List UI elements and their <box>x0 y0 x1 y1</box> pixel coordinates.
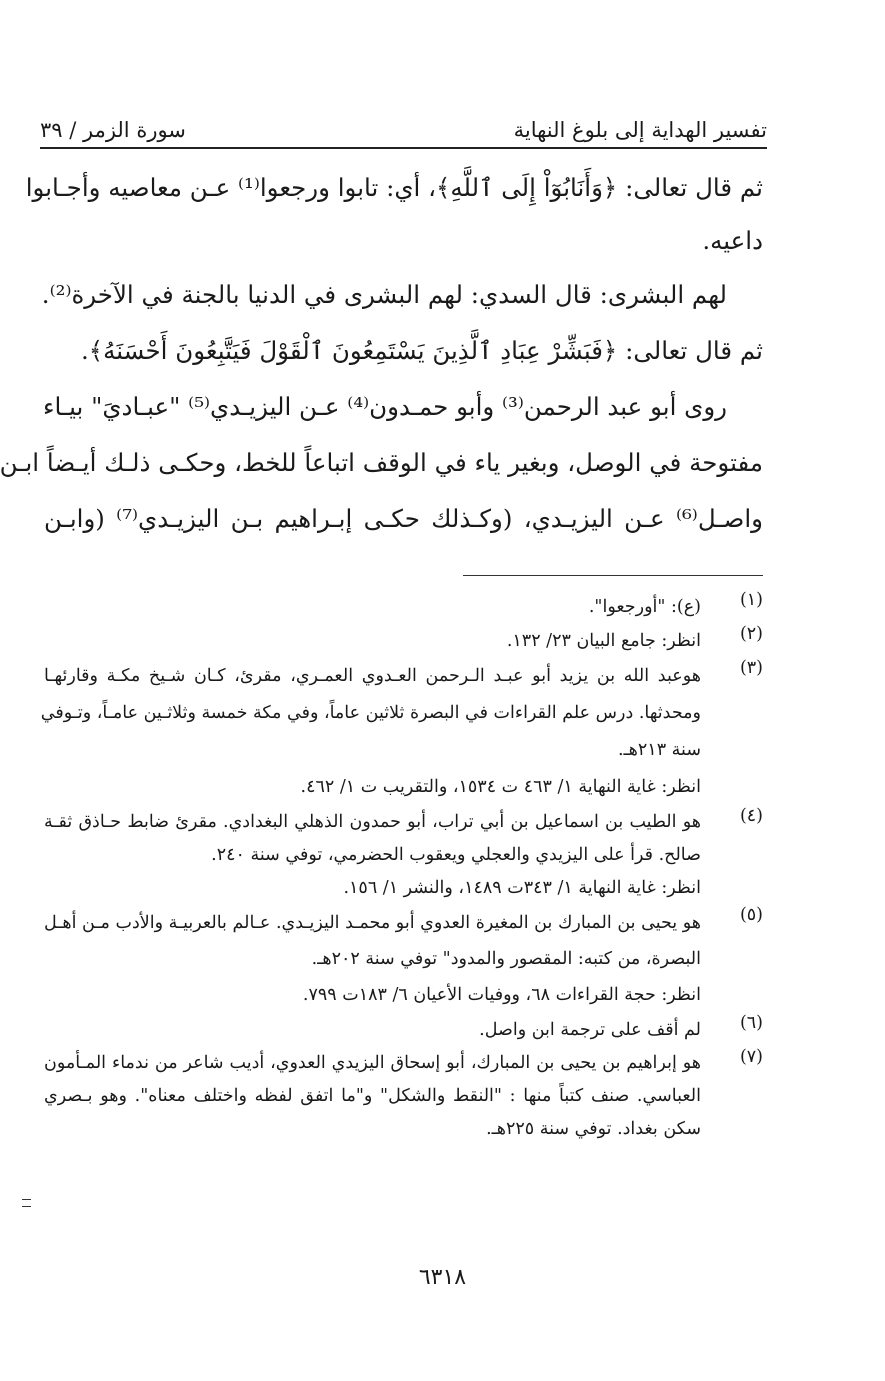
footnote-line: هوعبد الله بن يزيد أبو عبـد الـرحمن العـدوي العمـري، مقرئ، كـان شـيخ مكـة وقارئهـا <box>44 666 701 686</box>
footnote-line: صالح. قرأ على اليزيدي والعجلي ويعقوب الحضرمي، توفي سنة ٢٤٠. <box>211 845 701 865</box>
footnotes <box>40 590 763 1146</box>
footnote-number: (٧) <box>739 1047 763 1067</box>
footnote-5 <box>44 905 763 1013</box>
page-number: ٦٣١٨ <box>418 1265 467 1290</box>
footnote-line: سنة ٢١٣هـ. <box>617 740 701 760</box>
footnote-reference: انظر: غاية النهاية ١/ ٤٦٣ ت ١٥٣٤، والتقريب ت ١/ ٤٦٢. <box>300 777 701 797</box>
book-title: تفسير الهداية إلى بلوغ النهاية <box>513 118 767 142</box>
footnote-4 <box>44 806 763 905</box>
running-header <box>40 106 767 142</box>
text-line: مفتوحة في الوصل، وبغير ياء في الوقف اتباعاً للخط، وحكـى ذلـك أيـضاً ابـن <box>0 448 763 477</box>
margin-mark <box>22 1199 31 1207</box>
surah-label: سورة الزمر / ٣٩ <box>40 118 186 142</box>
footnote-2 <box>44 624 763 658</box>
footnote-1 <box>44 590 763 624</box>
text-line: لهم البشرى: قال السدي: لهم البشرى في الدنيا بالجنة في الآخرة⁽²⁾. <box>41 280 727 309</box>
footnote-line: العباسي. صنف كتباً منها : "النقط والشكل" و"ما اتفق لفظه واختلف معناه". وهو بـصري <box>44 1086 701 1106</box>
text-line: داعيه. <box>702 226 763 255</box>
footnote-line: لم أقف على ترجمة ابن واصل. <box>479 1020 701 1040</box>
footnote-number: (٤) <box>739 806 763 826</box>
footnote-number: (١) <box>739 590 763 610</box>
footnote-number: (٢) <box>739 624 763 644</box>
footnote-line: هو يحيى بن المبارك بن المغيرة العدوي أبو محمـد اليزيـدي. عـالم بالعربيـة والأدب مـن أهـل <box>44 913 701 933</box>
text-line: ثم قال تعالى: ﴿فَبَشِّرْ عِبَادِ ٱلَّذِينَ يَسْتَمِعُونَ ٱلْقَوْلَ فَيَتَّبِعُونَ أَحْسَنَهُ﴾. <box>80 336 763 365</box>
footnote-reference: انظر: حجة القراءات ٦٨، ووفيات الأعيان ٦/ ١٨٣ت ٧٩٩. <box>302 985 701 1005</box>
footnote-3 <box>40 658 763 806</box>
footnote-line: البصرة، من كتبه: المقصور والمدود" توفي سنة ٢٠٢هـ. <box>311 949 701 969</box>
footnote-reference: انظر: غاية النهاية ١/ ٣٤٣ت ١٤٨٩، والنشر ١/ ١٥٦. <box>343 878 701 898</box>
main-text <box>0 168 763 542</box>
footnote-line: سكن بغداد. توفي سنة ٢٢٥هـ. <box>486 1119 701 1139</box>
footnote-number: (٥) <box>739 905 763 925</box>
footnote-line: (ع): "أورجعوا". <box>588 597 701 617</box>
footnote-separator <box>463 575 763 576</box>
footnote-line: ومحدثها. درس علم القراءات في البصرة ثلاثين عاماً، وفي مكة خمسة وثلاثـين عامـاً، وتـوفي <box>40 703 701 723</box>
footnote-line: هو إبراهيم بن يحيى بن المبارك، أبو إسحاق اليزيدي العدوي، أديب شاعر من ندماء المـأمون <box>44 1053 701 1073</box>
footnote-number: (٦) <box>739 1013 763 1033</box>
footnote-line: هو الطيب بن اسماعيل بن أبي تراب، أبو حمدون الذهلي البغدادي. مقرئ ضابط حـاذق ثقـة <box>44 812 701 832</box>
header-rule <box>40 147 767 149</box>
footnote-7 <box>44 1047 763 1146</box>
footnote-6 <box>44 1013 763 1047</box>
text-line: واصـل⁽⁶⁾ عـن اليزيـدي، (وكـذلك حكـى إبـراهيم بـن اليزيـدي⁽⁷⁾ (وابـن <box>44 504 763 533</box>
footnote-number: (٣) <box>739 658 763 678</box>
text-line: ثم قال تعالى: ﴿وَأَنَابُوٓاْ إِلَى ٱللَّهِ﴾، أي: تابوا ورجعوا⁽¹⁾ عـن معاصيه وأجـابوا <box>25 173 763 202</box>
footnote-line: انظر: جامع البيان ٢٣/ ١٣٢. <box>506 631 701 651</box>
text-line: روى أبو عبد الرحمن⁽³⁾ وأبو حمـدون⁽⁴⁾ عـن اليزيـدي⁽⁵⁾ "عبـاديَ" بيـاء <box>42 392 727 421</box>
